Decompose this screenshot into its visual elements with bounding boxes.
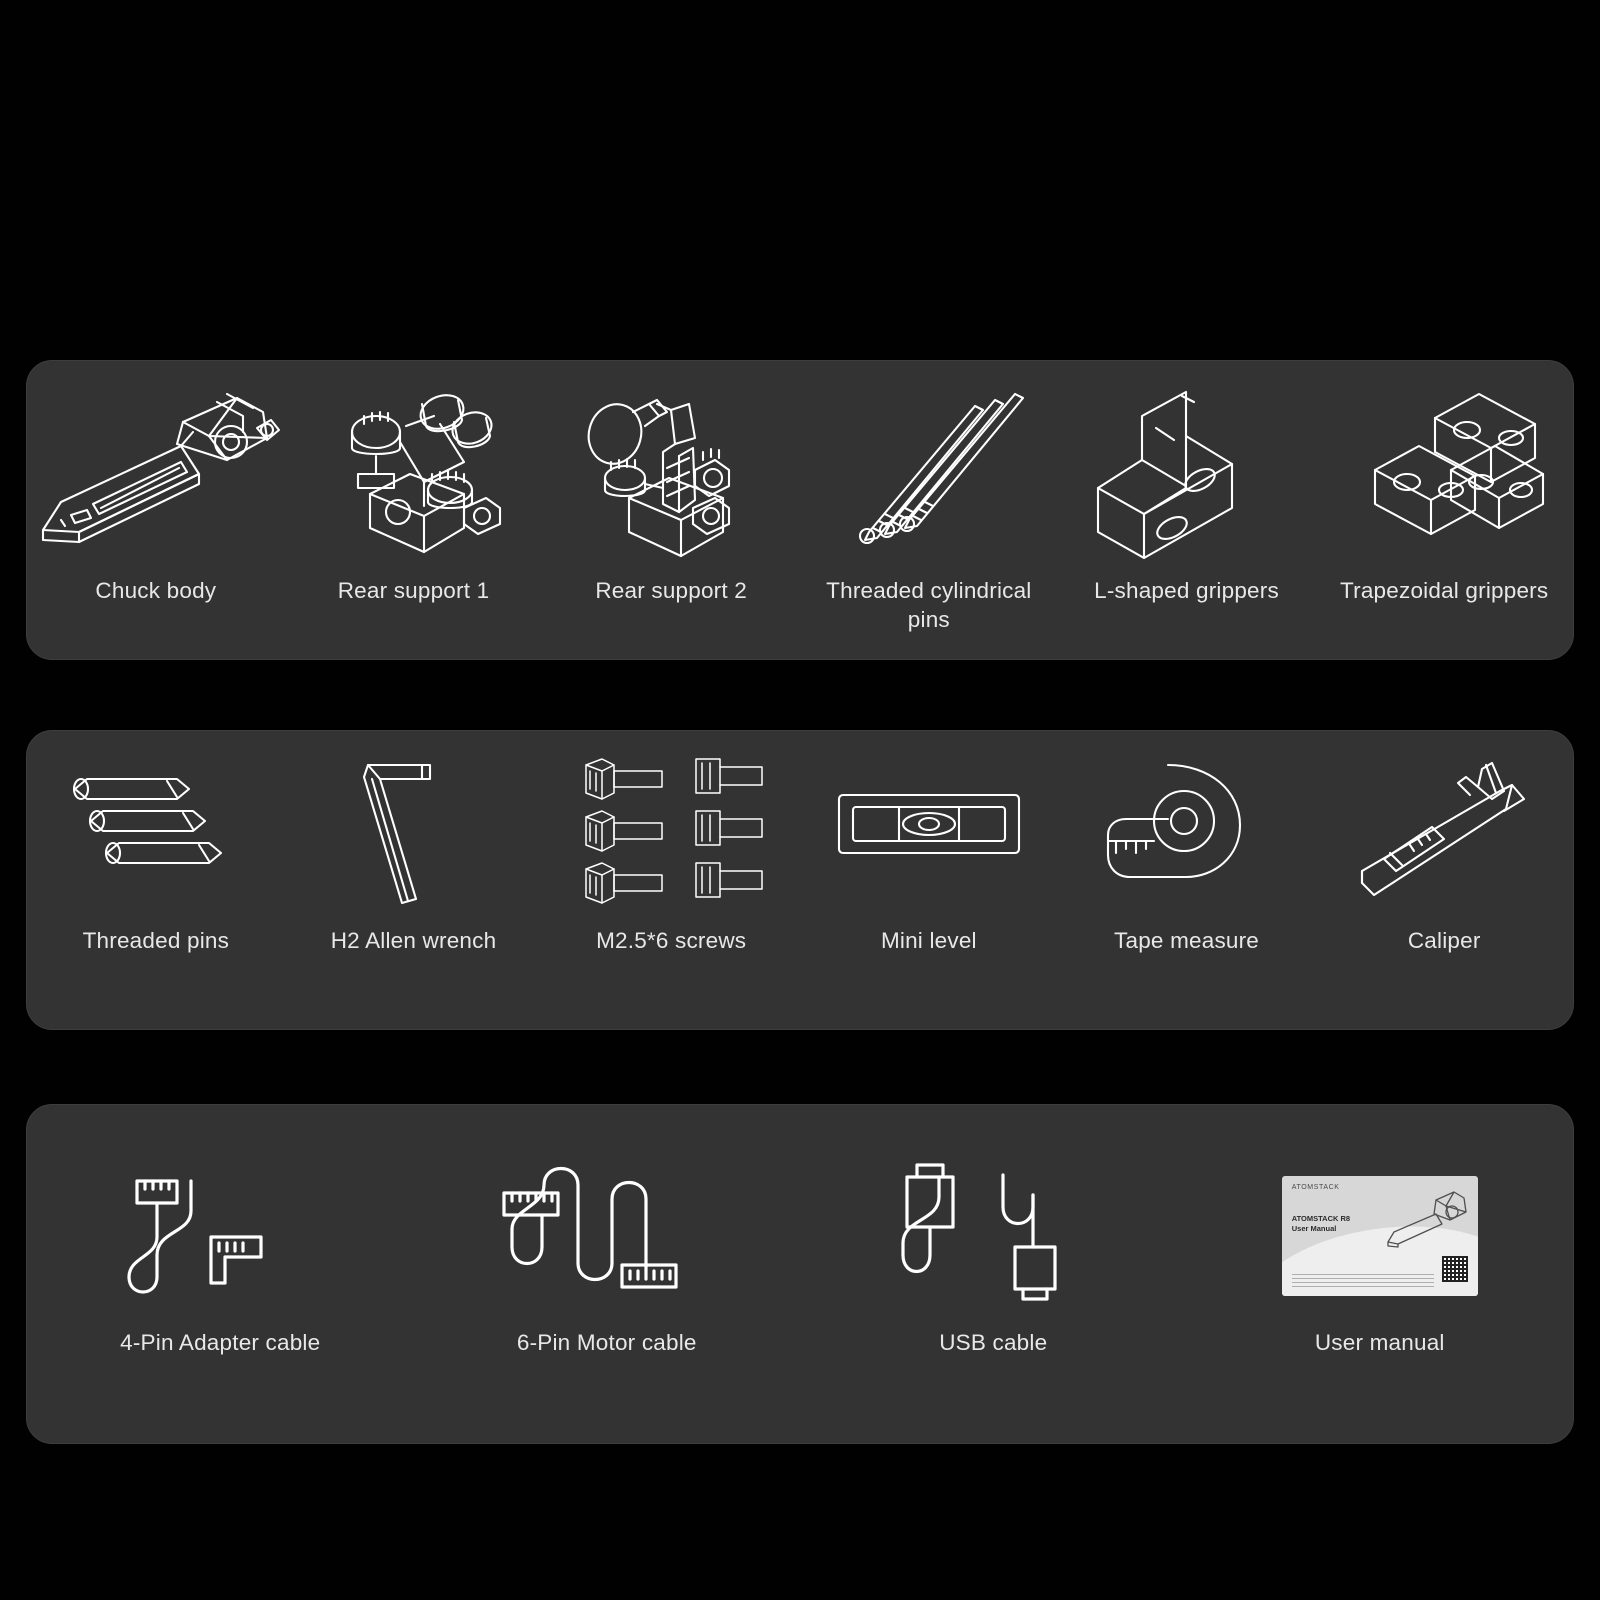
threaded-cylindrical-pins-icon bbox=[829, 379, 1029, 569]
4-pin-adapter-cable-icon bbox=[95, 1151, 345, 1321]
threaded-pins-icon bbox=[61, 749, 251, 919]
part-cell-threaded-pins bbox=[27, 731, 285, 956]
caliper-icon bbox=[1354, 749, 1534, 919]
part-label: Rear support 1 bbox=[337, 578, 490, 603]
part-label: Mini level bbox=[880, 928, 977, 953]
part-cell-rear-support-1 bbox=[285, 361, 543, 606]
part-cell-screws bbox=[542, 731, 800, 956]
manual-brand: ATOMSTACK bbox=[1291, 1184, 1340, 1191]
screws-icon bbox=[566, 749, 776, 919]
tape-measure-icon bbox=[1102, 749, 1272, 919]
part-label: Caliper bbox=[1407, 928, 1481, 953]
part-label: Rear support 2 bbox=[595, 578, 747, 603]
part-cell-allen-wrench bbox=[285, 731, 543, 956]
part-cell-l-shaped-grippers bbox=[1058, 361, 1316, 606]
part-cell-tape-measure bbox=[1058, 731, 1316, 956]
part-cell-6-pin-motor-cable bbox=[414, 1105, 801, 1358]
part-label: USB cable bbox=[939, 1330, 1048, 1355]
manual-cover-device-illustration bbox=[1384, 1188, 1470, 1250]
mini-level-icon bbox=[829, 749, 1029, 919]
manual-cover bbox=[1282, 1176, 1478, 1296]
rear-support-1-icon bbox=[314, 379, 514, 569]
part-label: L-shaped grippers bbox=[1094, 578, 1279, 603]
manual-title-line-1: ATOMSTACK R8 bbox=[1291, 1214, 1351, 1223]
part-cell-chuck-body bbox=[27, 361, 285, 606]
part-cell-caliper bbox=[1315, 731, 1573, 956]
part-label: Tape measure bbox=[1114, 928, 1260, 953]
part-label: User manual bbox=[1314, 1330, 1445, 1355]
rear-support-2-icon bbox=[571, 379, 771, 569]
part-label: 4-Pin Adapter cable bbox=[120, 1330, 321, 1355]
parts-row-2-panel bbox=[26, 730, 1574, 1030]
qr-code-icon bbox=[1442, 1256, 1468, 1282]
part-cell-rear-support-2 bbox=[542, 361, 800, 606]
part-cell-user-manual bbox=[1187, 1105, 1574, 1358]
6-pin-motor-cable-icon bbox=[482, 1151, 732, 1321]
part-label: Chuck body bbox=[95, 578, 217, 603]
part-label: Threaded pins bbox=[82, 928, 230, 953]
part-cell-usb-cable bbox=[800, 1105, 1187, 1358]
part-label: Trapezoidal grippers bbox=[1340, 578, 1549, 603]
part-cell-mini-level bbox=[800, 731, 1058, 956]
manual-title-line-2: User Manual bbox=[1291, 1224, 1337, 1234]
part-cell-threaded-cylindrical-pins bbox=[800, 361, 1058, 635]
manual-cover-fineprint bbox=[1292, 1274, 1434, 1288]
manual-title bbox=[1292, 1214, 1350, 1234]
parts-row-3-panel bbox=[26, 1104, 1574, 1444]
part-label: Threaded cylindrical pins bbox=[826, 578, 1032, 632]
part-label: H2 Allen wrench bbox=[330, 928, 497, 953]
part-cell-4-pin-adapter-cable bbox=[27, 1105, 414, 1358]
part-cell-trapezoidal-grippers bbox=[1315, 361, 1573, 606]
trapezoidal-grippers-icon bbox=[1339, 379, 1549, 569]
allen-wrench-icon bbox=[334, 749, 494, 919]
usb-cable-icon bbox=[883, 1151, 1103, 1321]
chuck-body-icon bbox=[31, 379, 281, 569]
part-label: M2.5*6 screws bbox=[596, 928, 747, 953]
part-label: 6-Pin Motor cable bbox=[516, 1330, 697, 1355]
user-manual-icon bbox=[1282, 1151, 1478, 1321]
l-shaped-grippers-icon bbox=[1082, 379, 1292, 569]
parts-row-1-panel bbox=[26, 360, 1574, 660]
